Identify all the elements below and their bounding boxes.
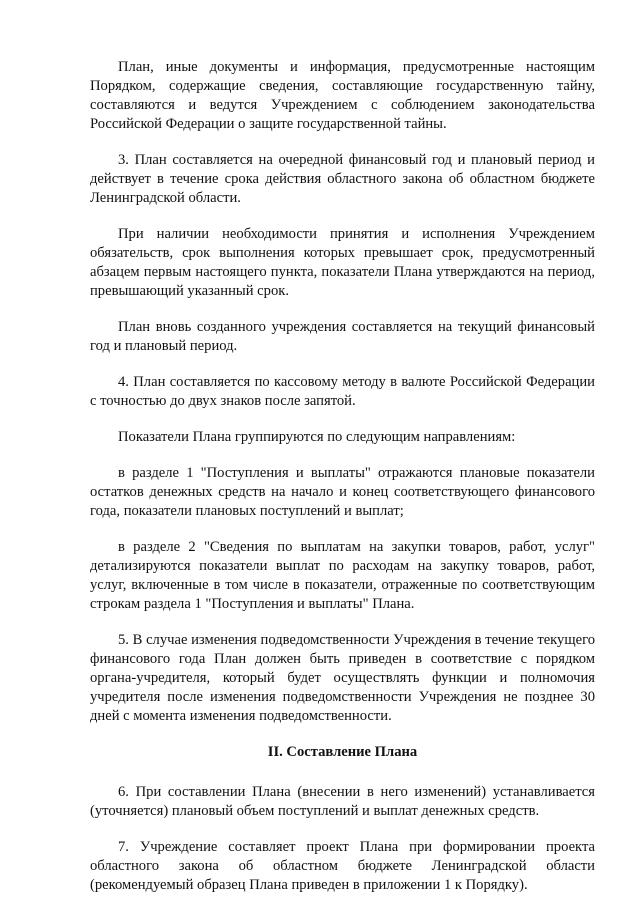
paragraph-section-1: в разделе 1 "Поступления и выплаты" отражаются плановые показатели остатков денежных средств на начало и конец соответствующего финансового года, показатели плановых поступлений и выплат;	[90, 465, 595, 519]
paragraph-item-3: 3. План составляется на очередной финансовый год и плановый период и действует в течение срока действия областного закона об областном бюджете Ленинградской области.	[90, 152, 595, 206]
section-heading: II. Составление Плана	[267, 744, 418, 760]
paragraph-item-6: 6. При составлении Плана (внесении в него изменений) устанавливается (уточняется) плановый объем поступлений и выплат денежных средств.	[90, 784, 595, 819]
paragraph-item-7: 7. Учреждение составляет проект Плана при формировании проекта областного закона об областном бюджете Ленинградской области (рекомендуемый образец Плана приведен в приложении 1 к Порядку).	[90, 839, 595, 893]
paragraph-grouping: Показатели Плана группируются по следующим направлениям:	[118, 429, 516, 445]
paragraph-obligations: При наличии необходимости принятия и исполнения Учреждением обязательств, срок выполнения которых превышает срок, предусмотренный абзацем первым настоящего пункта, показатели Плана утверждаются на период, превышающий указанный срок.	[90, 226, 595, 299]
paragraph-section-2: в разделе 2 "Сведения по выплатам на закупки товаров, работ, услуг" детализируются показатели выплат по расходам на закупку товаров, работ, услуг, включенные в том числе в показатели, отраженные по соответствующим строкам раздела 1 "Поступления и выплаты" Плана.	[90, 539, 595, 612]
document-page	[90, 58, 595, 912]
paragraph-new-institution: План вновь созданного учреждения составляется на текущий финансовый год и плановый период.	[90, 319, 595, 354]
paragraph-item-4: 4. План составляется по кассовому методу в валюте Российской Федерации с точностью до двух знаков после запятой.	[90, 374, 595, 409]
paragraph-state-secret: План, иные документы и информация, предусмотренные настоящим Порядком, содержащие сведения, составляющие государственную тайну, составляются и ведутся Учреждением с соблюдением законодательства Российской Федерации о защите государственной тайны.	[90, 59, 595, 132]
paragraph-item-5: 5. В случае изменения подведомственности Учреждения в течение текущего финансового года План должен быть приведен в соответствие с порядком органа-учредителя, который будет осуществлять функции и полномочия учредителя после изменения подведомственности Учреждения не позднее 30 дней с момента изменения подведомственности.	[90, 632, 595, 724]
